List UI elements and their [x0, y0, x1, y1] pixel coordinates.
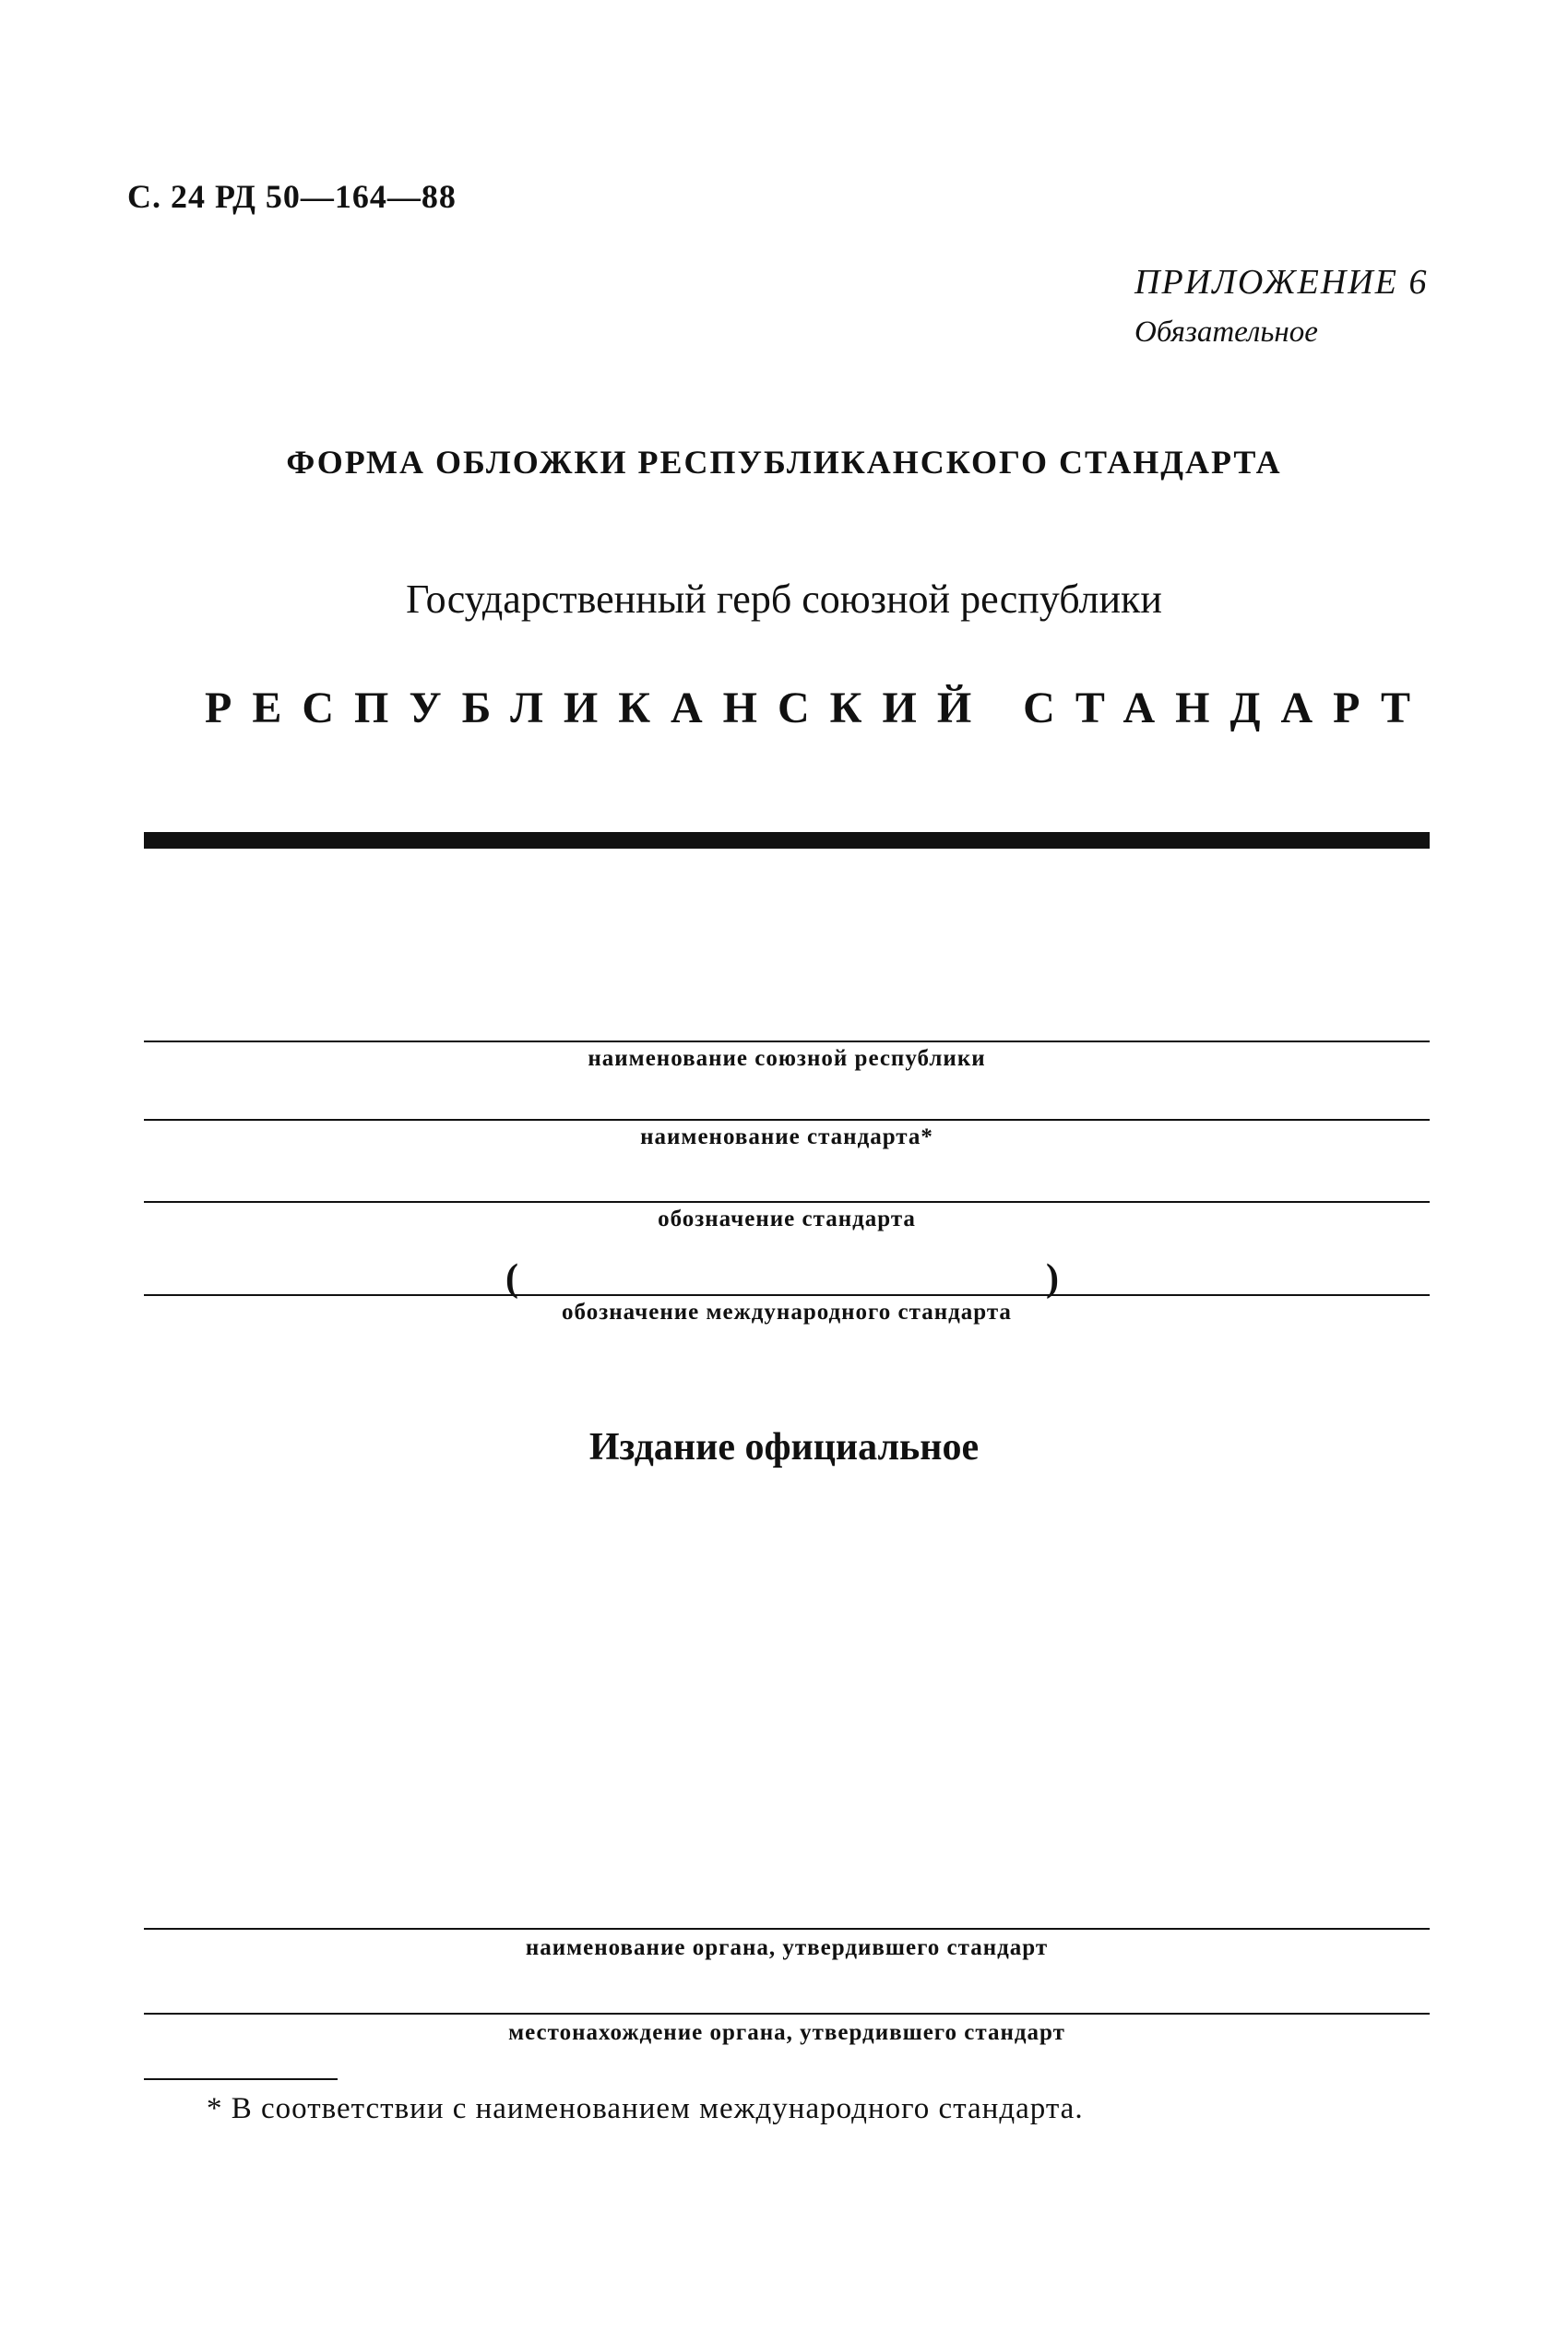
- appendix-label: ПРИЛОЖЕНИЕ 6: [1134, 263, 1429, 302]
- standard-designation-line: [144, 1201, 1430, 1203]
- standard-name-caption: наименование стандарта*: [640, 1124, 933, 1149]
- standard-heading: РЕСПУБЛИКАНСКИЙ СТАНДАРТ: [205, 684, 1431, 732]
- page-header: С. 24 РД 50—164—88: [127, 178, 457, 215]
- thick-divider: [144, 832, 1430, 849]
- republic-name-caption: наименование союзной республики: [588, 1046, 986, 1071]
- republic-name-line: [144, 1041, 1430, 1042]
- form-title: ФОРМА ОБЛОЖКИ РЕСПУБЛИКАНСКОГО СТАНДАРТА: [286, 444, 1282, 481]
- paren-open: (: [505, 1257, 518, 1300]
- approving-body-location-caption: местонахождение органа, утвердившего стандарт: [508, 2020, 1065, 2045]
- edition-label: Издание официальное: [588, 1426, 980, 1469]
- footnote-divider: [144, 2078, 338, 2080]
- approving-body-caption: наименование органа, утвердившего стандарт: [525, 1935, 1049, 1960]
- international-designation-caption: обозначение международного стандарта: [562, 1300, 1012, 1325]
- approving-body-line: [144, 1928, 1430, 1930]
- footnote: * В соответствии с наименованием международного стандарта.: [207, 2092, 1084, 2125]
- emblem-placeholder: Государственный герб союзной республики: [406, 577, 1162, 622]
- paren-close: ): [1046, 1257, 1059, 1300]
- international-designation-line: [144, 1294, 1430, 1296]
- standard-designation-caption: обозначение стандарта: [658, 1207, 916, 1231]
- appendix-status: Обязательное: [1134, 315, 1318, 349]
- standard-name-line: [144, 1119, 1430, 1121]
- approving-body-location-line: [144, 2013, 1430, 2015]
